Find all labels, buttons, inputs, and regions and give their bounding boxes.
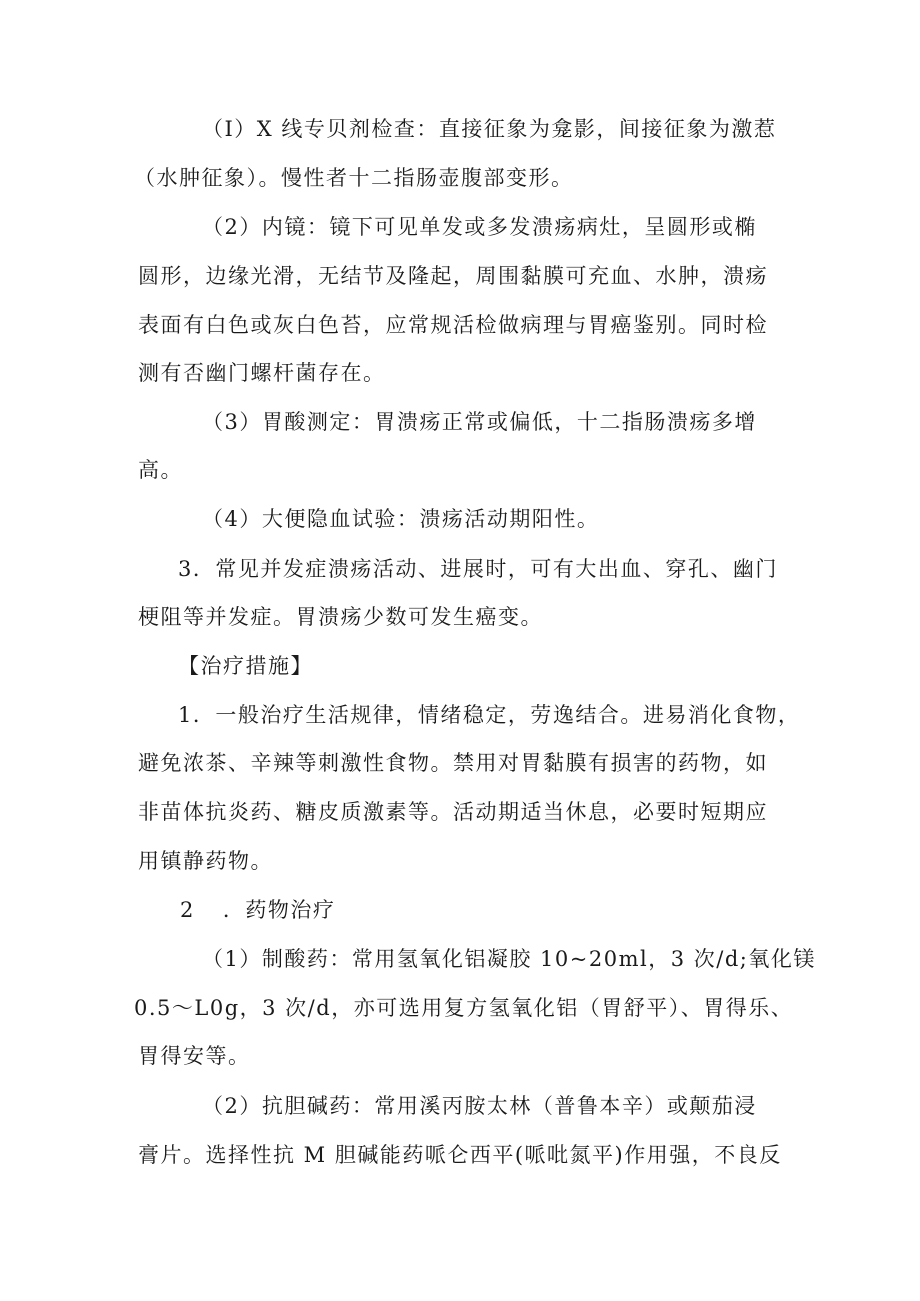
paragraph-endoscopy-line2: 圆形，边缘光滑，无结节及隆起，周围黏膜可充血、水肿，溃疡 xyxy=(138,264,768,288)
paragraph-general-line2: 避免浓茶、辛辣等刺激性食物。禁用对胃黏膜有损害的药物，如 xyxy=(138,751,768,775)
paragraph-occult-line1: （4）大便隐血试验：溃疡活动期阳性。 xyxy=(202,507,600,531)
subheading-drug-therapy xyxy=(180,886,335,935)
paragraph-general-line1: 1．一般治疗生活规律，情绪稳定，劳逸结合。进易消化食物， xyxy=(178,703,801,727)
paragraph-acid-line2: 高。 xyxy=(138,458,183,482)
paragraph-complications-line1: 3．常见并发症溃疡活动、进展时，可有大出血、穿孔、幽门 xyxy=(178,557,778,581)
paragraph-endoscopy-line1: （2）内镜：镜下可见单发或多发溃疡病灶，呈圆形或椭 xyxy=(202,215,757,239)
subheading-number: 2 xyxy=(180,898,195,922)
paragraph-endoscopy-line4: 测有否幽门螺杆菌存在。 xyxy=(138,361,386,385)
paragraph-general-line4: 用镇静药物。 xyxy=(138,849,273,873)
subheading-text: ．药物治疗 xyxy=(222,898,336,922)
paragraph-endoscopy-line3: 表面有白色或灰白色苔，应常规活检做病理与胃癌鉴别。同时检 xyxy=(138,313,768,337)
paragraph-general-line3: 非苗体抗炎药、糖皮质激素等。活动期适当休息，必要时短期应 xyxy=(138,800,768,824)
paragraph-acid-line1: （3）胃酸测定：胃溃疡正常或偏低，十二指肠溃疡多增 xyxy=(202,410,757,434)
paragraph-antacid-line1: （1）制酸药：常用氢氧化铝凝胶 10~20ml，3 次/d;氧化镁 xyxy=(202,947,816,971)
section-heading-treatment: 【治疗措施】 xyxy=(178,654,313,678)
paragraph-xray-line2: （水肿征象）。慢性者十二指肠壶腹部变形。 xyxy=(134,166,574,190)
paragraph-antacid-line2: 0.5～L0g，3 次/d，亦可选用复方氢氧化铝（胃舒平）、胃得乐、 xyxy=(134,996,794,1020)
paragraph-complications-line2: 梗阻等并发症。胃溃疡少数可发生癌变。 xyxy=(138,605,543,629)
paragraph-anticholinergic-line2: 膏片。选择性抗 M 胆碱能药哌仑西平(哌吡氮平)作用强，不良反 xyxy=(138,1143,782,1167)
paragraph-antacid-line3: 胃得安等。 xyxy=(138,1044,251,1068)
paragraph-xray-line1: （I）X 线专贝剂检查：直接征象为龛影，间接征象为激惹 xyxy=(202,117,777,141)
paragraph-anticholinergic-line1: （2）抗胆碱药：常用溪丙胺太林（普鲁本辛）或颠茄浸 xyxy=(202,1094,757,1118)
